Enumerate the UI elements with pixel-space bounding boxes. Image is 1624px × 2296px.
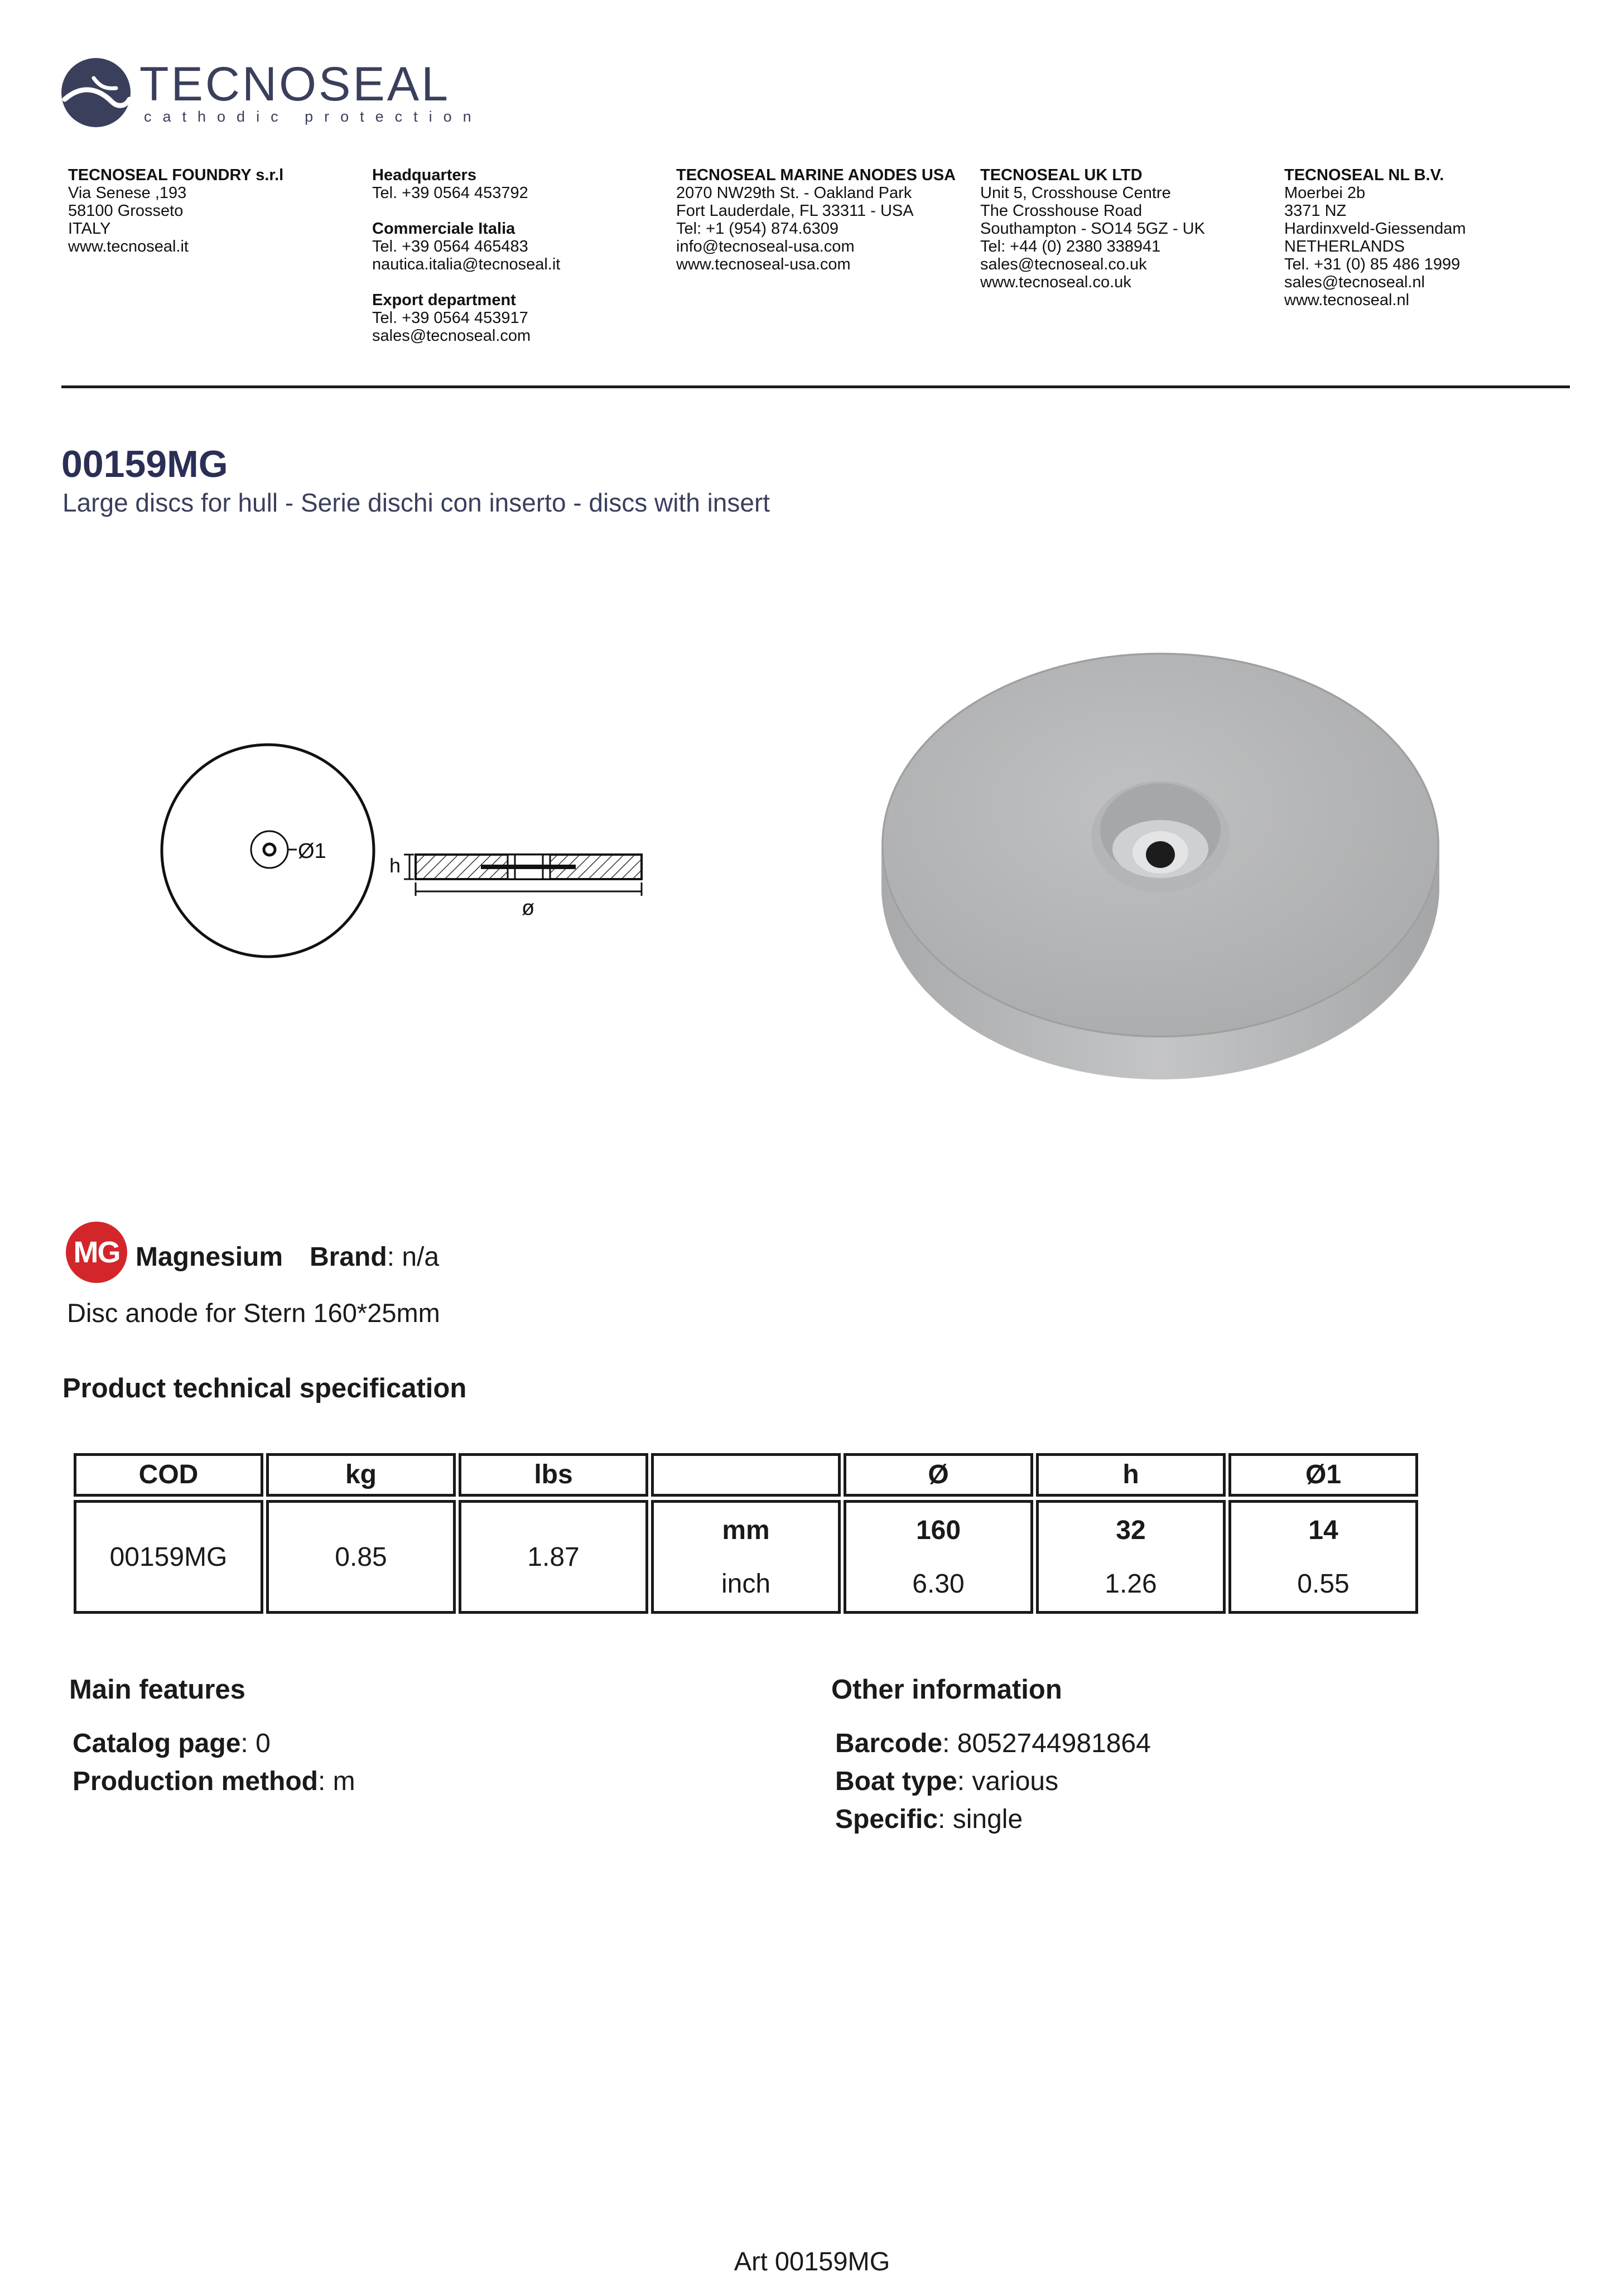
address-heading: Export department bbox=[372, 291, 516, 309]
cod-value: 00159MG bbox=[109, 1542, 228, 1572]
cell-height bbox=[1036, 1500, 1226, 1614]
info-value: : single bbox=[938, 1805, 1023, 1834]
unit-inch: inch bbox=[721, 1569, 771, 1599]
address-heading: TECNOSEAL FOUNDRY s.r.l bbox=[68, 166, 284, 184]
spec-table bbox=[74, 1453, 1418, 1614]
address-heading: TECNOSEAL UK LTD bbox=[980, 166, 1143, 184]
address-line: ITALY bbox=[68, 220, 111, 238]
address-line: Fort Lauderdale, FL 33311 - USA bbox=[676, 202, 914, 220]
address-line: Tel. +39 0564 465483 bbox=[372, 238, 528, 255]
info-value: : 8052744981864 bbox=[942, 1729, 1151, 1758]
product-description: Disc anode for Stern 160*25mm bbox=[67, 1298, 440, 1328]
address-line: www.tecnoseal.it bbox=[68, 238, 189, 255]
cell-cod bbox=[74, 1500, 263, 1614]
address-line: www.tecnoseal-usa.com bbox=[676, 255, 851, 273]
header-height: h bbox=[1036, 1453, 1226, 1497]
header-divider bbox=[61, 385, 1570, 388]
cell-lbs bbox=[459, 1500, 648, 1614]
cell-diameter bbox=[844, 1500, 1033, 1614]
brand-name: TECNOSEAL bbox=[139, 57, 450, 111]
brand-tagline: cathodic protection bbox=[144, 108, 483, 125]
address-line: Moerbei 2b bbox=[1284, 184, 1366, 202]
address-heading: Headquarters bbox=[372, 166, 476, 184]
address-line: Hardinxveld-Giessendam bbox=[1284, 220, 1466, 238]
spec-title: Product technical specification bbox=[62, 1373, 467, 1403]
address-line: Via Senese ,193 bbox=[68, 184, 187, 202]
address-spacer bbox=[372, 202, 673, 220]
address-line: www.tecnoseal.nl bbox=[1284, 291, 1410, 309]
address-line: 58100 Grosseto bbox=[68, 202, 184, 220]
info-boat-type bbox=[835, 1768, 1058, 1795]
address-line: info@tecnoseal-usa.com bbox=[676, 238, 855, 255]
brand-info bbox=[310, 1244, 439, 1271]
diameter-inch: 6.30 bbox=[912, 1569, 965, 1599]
address-block-uk bbox=[980, 166, 1281, 291]
info-key: Barcode bbox=[835, 1729, 943, 1758]
address-line: Unit 5, Crosshouse Centre bbox=[980, 184, 1171, 202]
feature-key: Production method bbox=[73, 1767, 318, 1796]
address-line: The Crosshouse Road bbox=[980, 202, 1143, 220]
address-line: Tel. +39 0564 453917 bbox=[372, 309, 528, 327]
diameter1-mm: 14 bbox=[1308, 1516, 1338, 1545]
cell-unit bbox=[651, 1500, 841, 1614]
address-spacer bbox=[372, 273, 673, 291]
diameter1-inch: 0.55 bbox=[1297, 1569, 1350, 1599]
cell-diameter1 bbox=[1228, 1500, 1418, 1614]
address-line: sales@tecnoseal.co.uk bbox=[980, 255, 1147, 273]
material-badge: MG bbox=[66, 1222, 127, 1283]
disc-outline bbox=[162, 745, 374, 957]
address-line: Tel. +31 (0) 85 486 1999 bbox=[1284, 255, 1461, 273]
address-line: 3371 NZ bbox=[1284, 202, 1347, 220]
address-heading: TECNOSEAL NL B.V. bbox=[1284, 166, 1444, 184]
feature-key: Catalog page bbox=[73, 1729, 241, 1758]
info-key: Boat type bbox=[835, 1767, 957, 1796]
brand-value: : n/a bbox=[387, 1242, 440, 1272]
address-line: sales@tecnoseal.nl bbox=[1284, 273, 1425, 291]
header-kg: kg bbox=[266, 1453, 456, 1497]
info-key: Specific bbox=[835, 1805, 938, 1834]
height-inch: 1.26 bbox=[1105, 1569, 1157, 1599]
address-block-headquarters bbox=[372, 166, 673, 345]
address-block-usa bbox=[676, 166, 977, 273]
address-line: 2070 NW29th St. - Oakland Park bbox=[676, 184, 912, 202]
brand-key: Brand bbox=[310, 1242, 387, 1272]
feature-value: : 0 bbox=[240, 1729, 271, 1758]
address-line: Southampton - SO14 5GZ - UK bbox=[980, 220, 1205, 238]
info-barcode bbox=[835, 1730, 1151, 1757]
other-info-title: Other information bbox=[831, 1675, 1062, 1705]
product-code: 00159MG bbox=[61, 443, 228, 485]
feature-production-method bbox=[73, 1768, 355, 1795]
info-specific bbox=[835, 1806, 1023, 1833]
address-heading: Commerciale Italia bbox=[372, 220, 515, 238]
insert-outer-ring bbox=[251, 831, 288, 868]
diameter-mm: 160 bbox=[915, 1516, 961, 1545]
header-diameter: Ø bbox=[844, 1453, 1033, 1497]
page-footer: Art 00159MG bbox=[734, 2246, 890, 2276]
address-line: nautica.italia@tecnoseal.it bbox=[372, 255, 561, 273]
address-line: Tel: +44 (0) 2380 338941 bbox=[980, 238, 1161, 255]
dim-label-d: ø bbox=[522, 896, 535, 920]
header-lbs: lbs bbox=[459, 1453, 648, 1497]
address-line: sales@tecnoseal.com bbox=[372, 327, 531, 345]
header-diameter1: Ø1 bbox=[1228, 1453, 1418, 1497]
address-line: www.tecnoseal.co.uk bbox=[980, 273, 1131, 291]
dim-label-d1: Ø1 bbox=[298, 840, 326, 863]
address-block-foundry bbox=[68, 166, 369, 255]
address-line: Tel. +39 0564 453792 bbox=[372, 184, 528, 202]
main-features-title: Main features bbox=[69, 1675, 245, 1705]
header-unit bbox=[651, 1453, 841, 1497]
product-subtitle: Large discs for hull - Serie dischi con inserto - discs with insert bbox=[62, 488, 770, 517]
address-heading: TECNOSEAL MARINE ANODES USA bbox=[676, 166, 956, 184]
info-value: : various bbox=[957, 1767, 1059, 1796]
dim-label-h: h bbox=[389, 854, 401, 877]
height-mm: 32 bbox=[1116, 1516, 1146, 1545]
address-line: Tel: +1 (954) 874.6309 bbox=[676, 220, 839, 238]
address-line: NETHERLANDS bbox=[1284, 238, 1405, 255]
unit-mm: mm bbox=[722, 1516, 770, 1545]
product-photo bbox=[870, 653, 1450, 1099]
feature-value: : m bbox=[317, 1767, 355, 1796]
technical-drawing bbox=[156, 736, 658, 971]
address-block-nl bbox=[1284, 166, 1586, 309]
header-cod: COD bbox=[74, 1453, 263, 1497]
lbs-value: 1.87 bbox=[527, 1542, 580, 1572]
material-name: Magnesium bbox=[136, 1242, 283, 1272]
kg-value: 0.85 bbox=[335, 1542, 387, 1572]
cell-kg bbox=[266, 1500, 456, 1614]
feature-catalog-page bbox=[73, 1730, 271, 1757]
insert-hole bbox=[264, 844, 275, 855]
